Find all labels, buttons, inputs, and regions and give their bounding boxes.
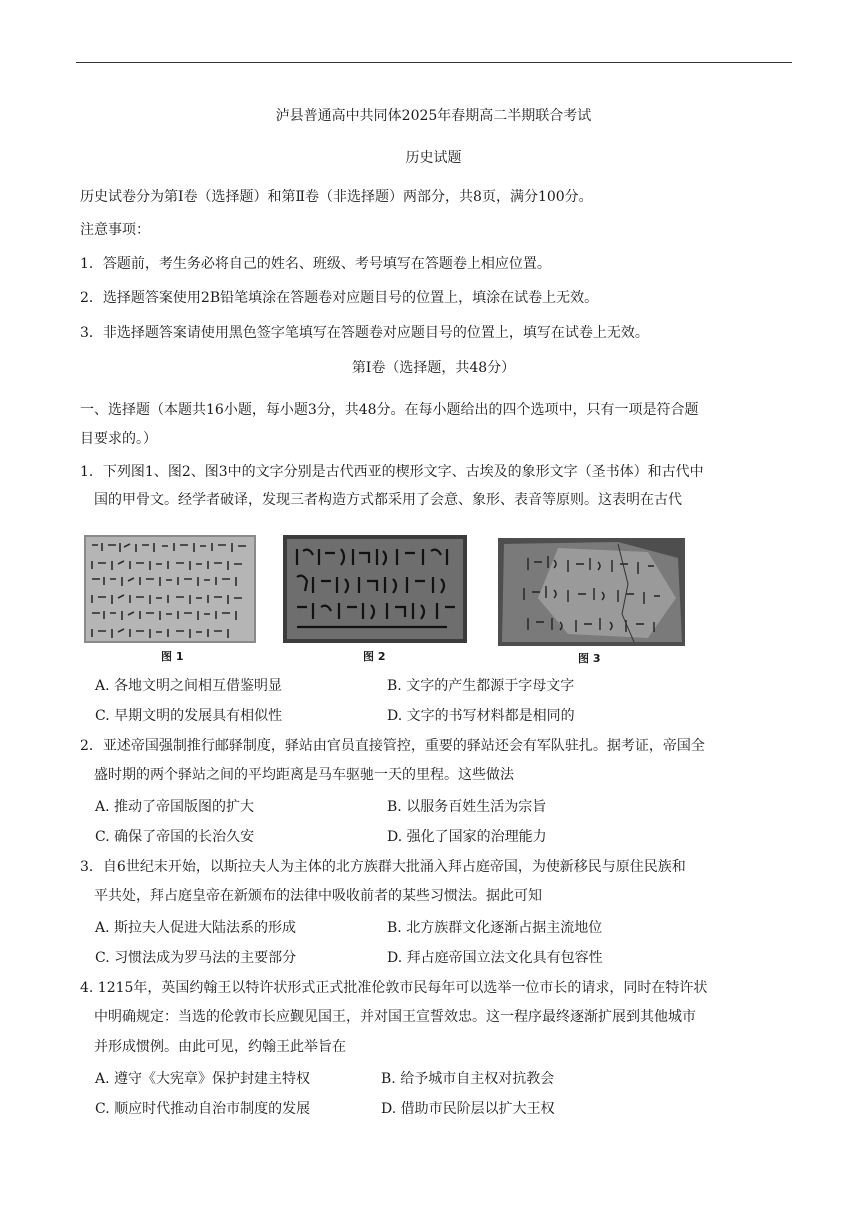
exam-title: 泸县普通高中共同体2025年春期高二半期联合考试 (275, 108, 592, 124)
question-4-option-a[interactable]: A. 遵守《大宪章》保护封建主特权 (95, 1071, 311, 1087)
question-1-option-d[interactable]: D. 文字的书写材料都是相同的 (387, 708, 575, 724)
figure-1-cuneiform-image (84, 535, 256, 643)
question-2-stem: 2．亚述帝国强制推行邮驿制度，驿站由官员直接管控，重要的驿站还会有军队驻扎。据考证，帝国全 (80, 738, 705, 754)
subject-title: 历史试题 (405, 150, 462, 166)
question-4-stem-cont: 并形成惯例。由此可见，约翰王此举旨在 (94, 1039, 346, 1055)
notice-item: 3．非选择题答案请使用黑色签字笔填写在答题卷对应题目号的位置上，填写在试卷上无效。 (80, 325, 649, 341)
question-4-stem: 4. 1215年，英国约翰王以特许状形式正式批准伦敦市民每年可以选举一位市长的请求，同时在特许状 (80, 980, 708, 996)
notice-item: 1．答题前，考生务必将自己的姓名、班级、考号填写在答题卷上相应位置。 (80, 256, 551, 272)
question-4-option-c[interactable]: C. 顺应时代推动自治市制度的发展 (95, 1101, 311, 1117)
header-rule (76, 62, 792, 63)
figure-3-caption: 图 3 (578, 652, 601, 665)
question-1-option-c[interactable]: C. 早期文明的发展具有相似性 (95, 708, 283, 724)
notice-item: 2．选择题答案使用2B铅笔填涂在答题卷对应题目号的位置上，填涂在试卷上无效。 (80, 290, 599, 306)
figure-1-caption: 图 1 (161, 650, 184, 663)
figure-3-oracle-bone-image (498, 538, 685, 646)
figure-2-caption: 图 2 (363, 650, 386, 663)
section-instructions-cont: 目要求的。） (80, 431, 157, 447)
figure-2-hieroglyph-image (283, 535, 467, 643)
question-3-stem: 3．自6世纪末开始，以斯拉夫人为主体的北方族群大批涌入拜占庭帝国，为使新移民与原住民族和 (80, 859, 686, 875)
question-4-option-d[interactable]: D. 借助市民阶层以扩大王权 (381, 1101, 555, 1117)
exam-intro: 历史试卷分为第Ⅰ卷（选择题）和第Ⅱ卷（非选择题）两部分，共8页，满分100分。 (80, 189, 593, 205)
question-2-option-d[interactable]: D. 强化了国家的治理能力 (387, 829, 547, 845)
question-1-option-a[interactable]: A. 各地文明之间相互借鉴明显 (95, 678, 283, 694)
notice-heading: 注意事项： (80, 222, 150, 238)
question-1-option-b[interactable]: B. 文字的产生都源于字母文字 (387, 678, 575, 694)
question-1-stem: 1．下列图1、图2、图3中的文字分别是古代西亚的楔形文字、古埃及的象形文字（圣书体）和古代中 (80, 464, 704, 480)
section-instructions: 一、选择题（本题共16小题，每小题3分，共48分。在每小题给出的四个选项中，只有一项是符合题 (80, 402, 699, 418)
question-4-stem-cont: 中明确规定：当选的伦敦市长应觐见国王，并对国王宣誓效忠。这一程序最终逐渐扩展到其他城市 (94, 1009, 696, 1025)
question-2-option-c[interactable]: C. 确保了帝国的长治久安 (95, 829, 255, 845)
question-1-stem-cont: 国的甲骨文。经学者破译，发现三者构造方式都采用了会意、象形、表音等原则。这表明在古代 (94, 492, 682, 508)
question-3-option-c[interactable]: C. 习惯法成为罗马法的主要部分 (95, 950, 297, 966)
question-3-option-d[interactable]: D. 拜占庭帝国立法文化具有包容性 (387, 950, 603, 966)
question-4-option-b[interactable]: B. 给予城市自主权对抗教会 (381, 1071, 555, 1087)
question-2-option-a[interactable]: A. 推动了帝国版图的扩大 (95, 799, 255, 815)
question-3-stem-cont: 平共处，拜占庭皇帝在新颁布的法律中吸收前者的某些习惯法。据此可知 (94, 888, 542, 904)
question-2-stem-cont: 盛时期的两个驿站之间的平均距离是马车驱驰一天的里程。这些做法 (94, 767, 514, 783)
part1-title: 第Ⅰ卷（选择题，共48分） (351, 360, 516, 376)
question-2-option-b[interactable]: B. 以服务百姓生活为宗旨 (387, 799, 547, 815)
question-3-option-b[interactable]: B. 北方族群文化逐渐占据主流地位 (387, 920, 603, 936)
question-3-option-a[interactable]: A. 斯拉夫人促进大陆法系的形成 (95, 920, 297, 936)
